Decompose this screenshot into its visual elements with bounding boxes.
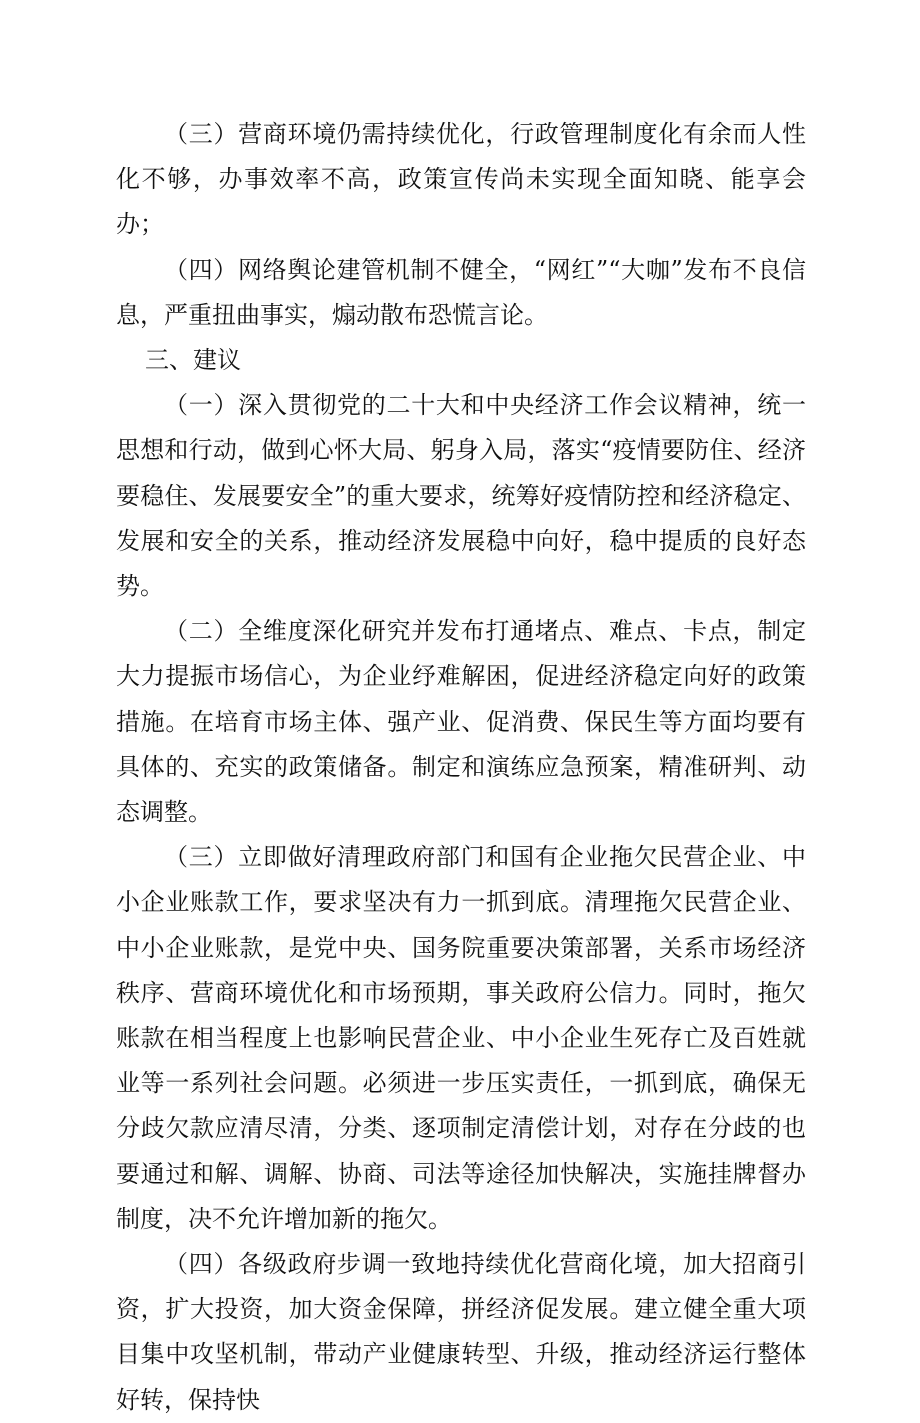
paragraph-online-opinion: （四）网络舆论建管机制不健全，“网红”“大咖”发布不良信息，严重扭曲事实，煽动散布恐慌言论。: [116, 255, 806, 329]
paragraph-suggestion-4: （四）各级政府步调一致地持续优化营商化境，加大招商引资，扩大投资，加大资金保障，拼经济促发展。建立健全重大项目集中攻坚机制，带动产业健康转型、升级，推动经济运行整体好转，保持快: [116, 1250, 806, 1414]
paragraph-business-environment: （三）营商环境仍需持续优化，行政管理制度化有余而人性化不够，办事效率不高，政策宣传尚未实现全面知晓、能享会办；: [116, 120, 806, 239]
paragraph-suggestion-1: （一）深入贯彻党的二十大和中央经济工作会议精神，统一思想和行动，做到心怀大局、躬身入局，落实“疫情要防住、经济要稳住、发展要安全”的重大要求，统筹好疫情防控和经济稳定、发展和安全的关系，推动经济发展稳中向好，稳中提质的良好态势。: [116, 391, 806, 601]
paragraph-suggestion-3: （三）立即做好清理政府部门和国有企业拖欠民营企业、中小企业账款工作，要求坚决有力一抓到底。清理拖欠民营企业、中小企业账款，是党中央、国务院重要决策部署，关系市场经济秩序、营商环境优化和市场预期，事关政府公信力。同时，拖欠账款在相当程度上也影响民营企业、中小企业生死存亡及百姓就业等一系列社会问题。必须进一步压实责任，一抓到底，确保无分歧欠款应清尽清，分类、逐项制定清偿计划，对存在分歧的也要通过和解、调解、协商、司法等途径加快解决，实施挂牌督办制度，决不允许增加新的拖欠。: [116, 843, 806, 1233]
section-heading-suggestions: 三、建议: [145, 346, 241, 375]
paragraph-suggestion-2: （二）全维度深化研究并发布打通堵点、难点、卡点，制定大力提振市场信心，为企业纾难解困，促进经济稳定向好的政策措施。在培育市场主体、强产业、促消费、保民生等方面均要有具体的、充实的政策储备。制定和演练应急预案，精准研判、动态调整。: [116, 617, 806, 827]
document-body: [116, 112, 806, 1423]
